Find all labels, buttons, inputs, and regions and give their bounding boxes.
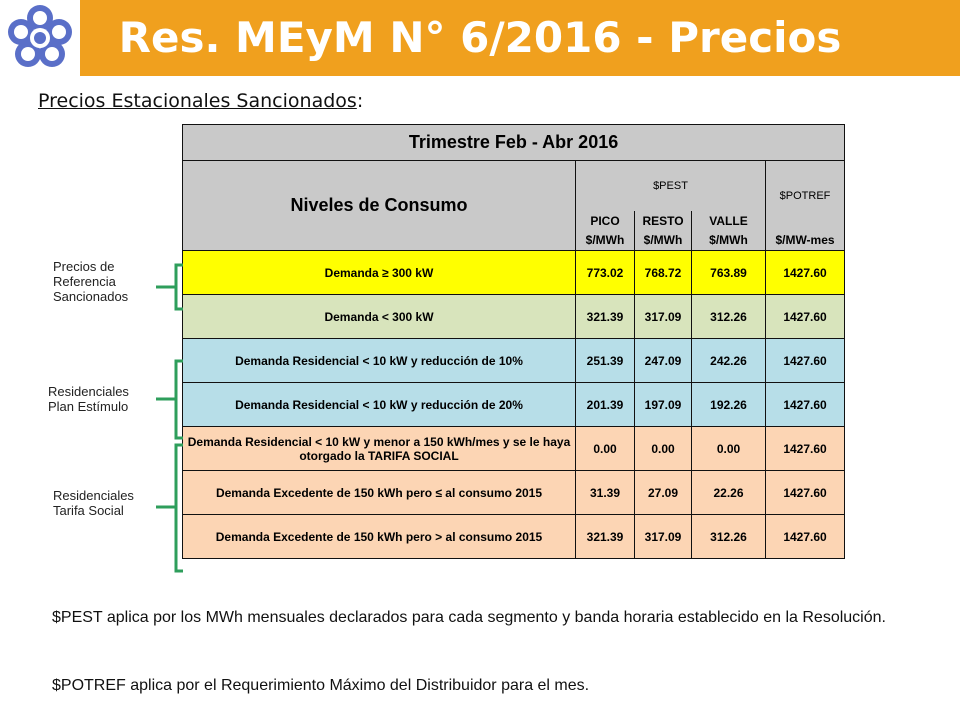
valle-value: 192.26 [692, 383, 766, 427]
bracket-tarifa-social [156, 445, 183, 571]
valle-value: 312.26 [692, 295, 766, 339]
table-period-row [183, 125, 845, 161]
resto-value: 0.00 [635, 427, 692, 471]
table-row [183, 471, 845, 515]
pico-value: 31.39 [576, 471, 635, 515]
row-label: Demanda Excedente de 150 kWh pero > al consumo 2015 [183, 515, 576, 559]
pico-value: 773.02 [576, 251, 635, 295]
valle-value: 22.26 [692, 471, 766, 515]
table-row [183, 339, 845, 383]
pest-header: $PEST [576, 161, 766, 211]
page-title: Res. MEyM N° 6/2016 - Precios [118, 13, 842, 62]
footnote-potref: $POTREF aplica por el Requerimiento Máximo del Distribuidor para el mes. [52, 677, 590, 694]
label-plan-estimulo: Residenciales Plan Estímulo [48, 384, 129, 414]
valle-value: 242.26 [692, 339, 766, 383]
row-label: Demanda Excedente de 150 kWh pero ≤ al consumo 2015 [183, 471, 576, 515]
valle-value: 312.26 [692, 515, 766, 559]
group-brackets [150, 262, 184, 578]
bracket-referencia [156, 265, 183, 309]
prices-table [182, 124, 845, 559]
unit-resto: $/MWh [635, 231, 692, 251]
row-label: Demanda Residencial < 10 kW y reducción de 20% [183, 383, 576, 427]
unit-potref: $/MW-mes [766, 231, 845, 251]
potref-value: 1427.60 [766, 383, 845, 427]
section-subtitle: Precios Estacionales Sancionados: [38, 90, 364, 112]
potref-value: 1427.60 [766, 427, 845, 471]
label-tarifa-social: Residenciales Tarifa Social [53, 488, 134, 518]
bracket-plan-estimulo [156, 361, 183, 438]
pico-value: 251.39 [576, 339, 635, 383]
pico-value: 201.39 [576, 383, 635, 427]
band-valle: VALLE [692, 211, 766, 231]
table-row [183, 295, 845, 339]
footnote-pest: $PEST aplica por los MWh mensuales declarados para cada segmento y banda horaria establecido en la Resolución. [52, 609, 886, 626]
resto-value: 247.09 [635, 339, 692, 383]
pico-value: 0.00 [576, 427, 635, 471]
potref-value: 1427.60 [766, 515, 845, 559]
band-resto: RESTO [635, 211, 692, 231]
potref-value: 1427.60 [766, 295, 845, 339]
valle-value: 0.00 [692, 427, 766, 471]
table-row [183, 383, 845, 427]
pico-value: 321.39 [576, 295, 635, 339]
resto-value: 768.72 [635, 251, 692, 295]
resto-value: 197.09 [635, 383, 692, 427]
table-row [183, 515, 845, 559]
levels-header: Niveles de Consumo [183, 161, 576, 251]
row-label: Demanda < 300 kW [183, 295, 576, 339]
potref-value: 1427.60 [766, 339, 845, 383]
pico-value: 321.39 [576, 515, 635, 559]
unit-pico: $/MWh [576, 231, 635, 251]
potref-header: $POTREF [766, 161, 845, 231]
band-pico: PICO [576, 211, 635, 231]
valle-value: 763.89 [692, 251, 766, 295]
row-label: Demanda ≥ 300 kW [183, 251, 576, 295]
resto-value: 27.09 [635, 471, 692, 515]
row-label: Demanda Residencial < 10 kW y menor a 150 kWh/mes y se le haya otorgado la TARIFA SOCIAL [183, 427, 576, 471]
unit-valle: $/MWh [692, 231, 766, 251]
resto-value: 317.09 [635, 515, 692, 559]
label-referencia-sancionados: Precios de Referencia Sancionados [53, 259, 129, 304]
potref-value: 1427.60 [766, 471, 845, 515]
resto-value: 317.09 [635, 295, 692, 339]
potref-value: 1427.60 [766, 251, 845, 295]
flower-logo [0, 0, 80, 76]
row-label: Demanda Residencial < 10 kW y reducción de 10% [183, 339, 576, 383]
table-row [183, 427, 845, 471]
period-header: Trimestre Feb - Abr 2016 [183, 125, 845, 161]
table-row [183, 251, 845, 295]
